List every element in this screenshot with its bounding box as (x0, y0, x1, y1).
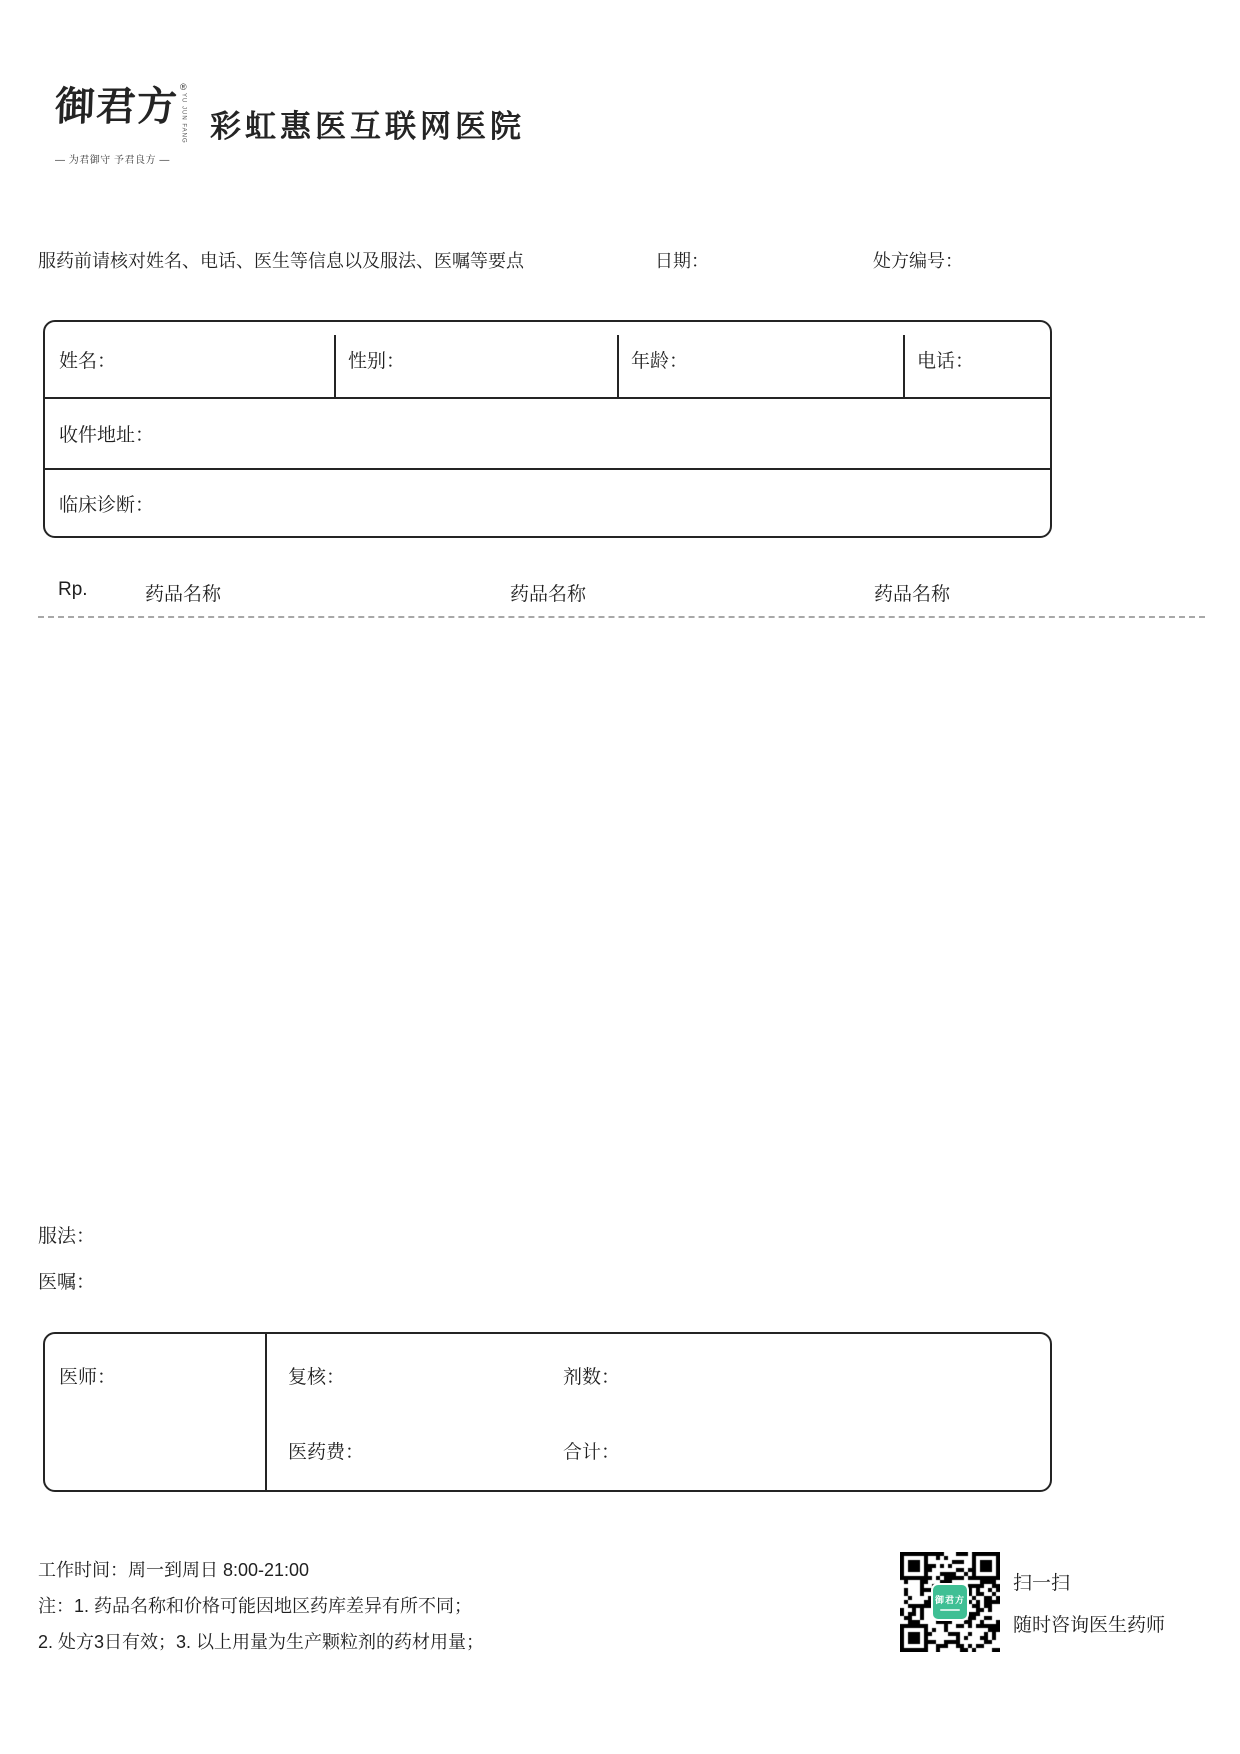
column-divider (265, 1334, 267, 1490)
registered-trademark-icon: ® (180, 82, 187, 92)
verification-notice: 服药前请核对姓名、电话、医生等信息以及服法、医嘱等要点 (38, 251, 524, 271)
advice-field-label: 医嘱： (38, 1272, 96, 1293)
name-field-label: 姓名： (59, 351, 117, 372)
column-divider (903, 335, 905, 397)
brand-logo (54, 82, 187, 166)
medicine-fee-field-label: 医药费： (288, 1442, 365, 1463)
rx-separator-dashed-line (38, 616, 1205, 618)
qr-center-logo-underline (940, 1609, 960, 1611)
usage-field-label: 服法： (38, 1226, 96, 1247)
qr-center-logo (931, 1583, 969, 1621)
patient-info-box (43, 320, 1052, 538)
note-line-1: 注：1. 药品名称和价格可能因地区药库差异有所不同； (38, 1596, 473, 1616)
phone-field-label: 电话： (917, 351, 975, 372)
review-field-label: 复核： (288, 1367, 346, 1388)
qr-scan-subtitle: 随时咨询医生药师 (1013, 1615, 1166, 1636)
rp-label: Rp. (58, 579, 88, 600)
hospital-name: 彩虹惠医互联网医院 (210, 109, 525, 144)
age-field-label: 年龄： (631, 351, 689, 372)
patient-row-basic (45, 322, 1050, 399)
qr-scan-label: 扫一扫 (1013, 1573, 1071, 1594)
column-divider (617, 335, 619, 397)
signoff-box (43, 1332, 1052, 1492)
address-field-label: 收件地址： (59, 425, 155, 446)
drug-name-column-header: 药品名称 (874, 584, 951, 605)
work-hours-text: 工作时间：周一到周日 8:00-21:00 (38, 1560, 310, 1580)
drug-name-column-header: 药品名称 (510, 584, 587, 605)
physician-field-label: 医师： (59, 1367, 117, 1388)
qr-code (900, 1552, 1000, 1652)
dose-count-field-label: 剂数： (563, 1367, 621, 1388)
total-field-label: 合计： (563, 1442, 621, 1463)
diagnosis-field-label: 临床诊断： (59, 494, 155, 516)
drug-name-column-header: 药品名称 (145, 584, 222, 605)
brand-tagline: — 为君御守 予君良方 — (55, 154, 170, 166)
patient-row-diagnosis (45, 470, 1050, 536)
column-divider (334, 335, 336, 397)
qr-center-logo-text: 御君方 (934, 1595, 965, 1605)
prescription-number-label: 处方编号： (873, 251, 963, 271)
brand-logo-text: 御君方 (54, 83, 179, 130)
patient-row-address (45, 399, 1050, 470)
gender-field-label: 性别： (348, 351, 406, 372)
note-line-2: 2. 处方3日有效；3. 以上用量为生产颗粒剂的药材用量； (38, 1632, 485, 1652)
brand-logo-romanization: YU JUN FANG (180, 93, 187, 144)
date-field-label: 日期： (655, 251, 709, 271)
